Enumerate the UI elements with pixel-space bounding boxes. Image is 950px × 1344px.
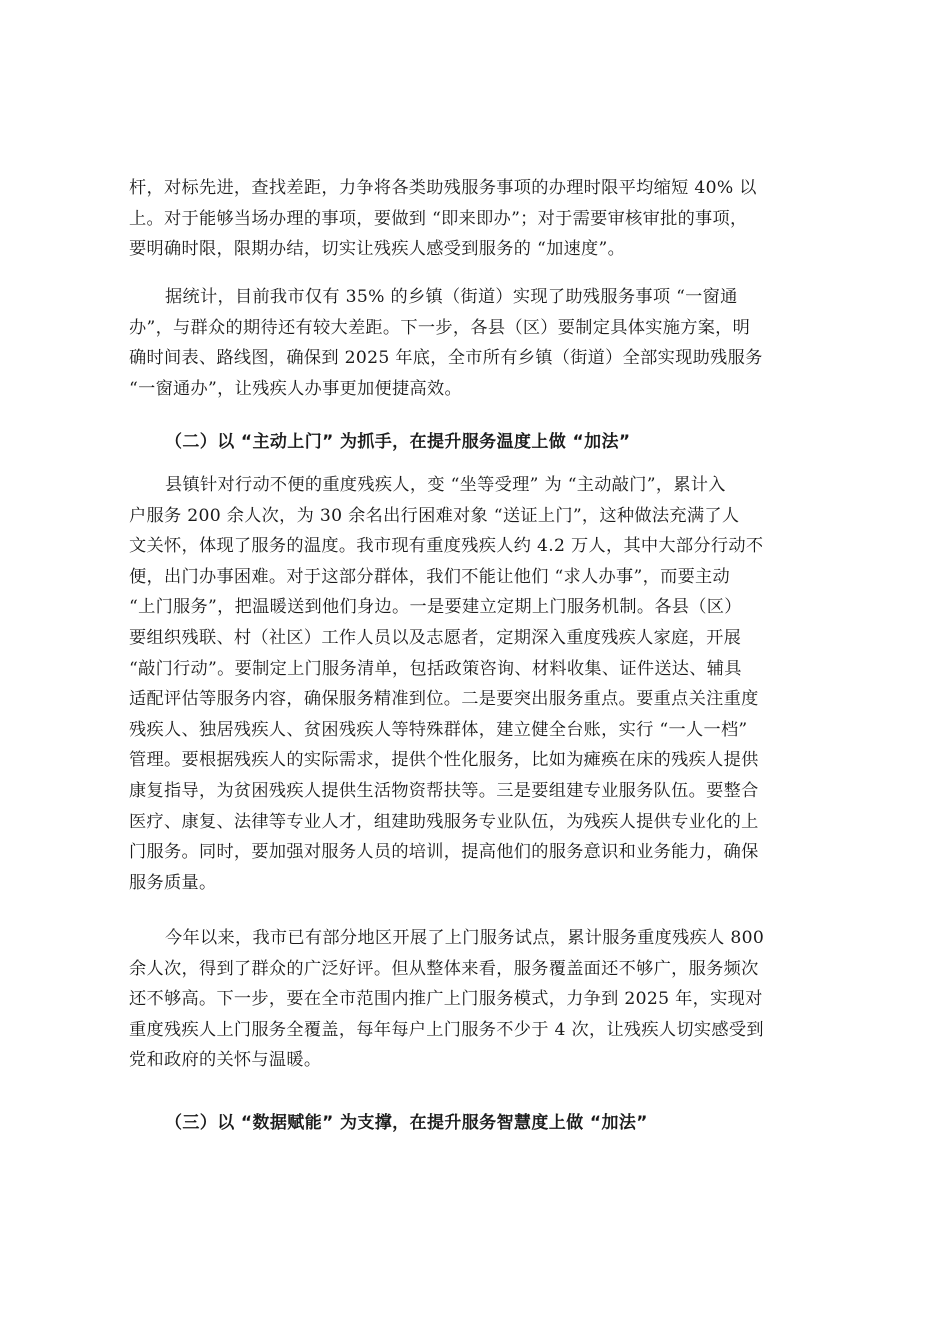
paragraph-line: 重度残疾人上门服务全覆盖，每年每户上门服务不少于 4 次，让残疾人切实感受到 [129, 1019, 764, 1040]
paragraph-line: 管理。要根据残疾人的实际需求，提供个性化服务，比如为瘫痪在床的残疾人提供 [129, 750, 759, 771]
paragraph-line: 党和政府的关怀与温暖。 [129, 1050, 322, 1071]
paragraph-line: 今年以来，我市已有部分地区开展了上门服务试点，累计服务重度残疾人 800 [165, 928, 765, 948]
section-heading-3: （三）以 “数据赋能” 为支撑，在提升服务智慧度上做 “加法” [165, 1113, 648, 1133]
paragraph-line: 适配评估等服务内容，确保服务精准到位。二是要突出服务重点。要重点关注重度 [129, 689, 759, 710]
paragraph-line: “一窗通办”，让残疾人办事更加便捷高效。 [129, 378, 462, 399]
paragraph-line: 康复指导，为贫困残疾人提供生活物资帮扶等。三是要组建专业服务队伍。要整合 [129, 780, 759, 801]
paragraph-line: 户服务 200 余人次，为 30 余名出行困难对象 “送证上门”，这种做法充满了人 [129, 505, 740, 526]
paragraph-line: 县镇针对行动不便的重度残疾人，变 “坐等受理” 为 “主动敲门”，累计入 [165, 475, 726, 495]
paragraph-line: 杆，对标先进，查找差距，力争将各类助残服务事项的办理时限平均缩短 40% 以 [129, 178, 757, 198]
paragraph-line: 服务质量。 [129, 872, 217, 893]
paragraph-2 [129, 282, 829, 404]
paragraph-line: 余人次，得到了群众的广泛好评。但从整体来看，服务覆盖面还不够广，服务频次 [129, 958, 759, 979]
paragraph-line: 医疗、康复、法律等专业人才，组建助残服务专业队伍，为残疾人提供专业化的上 [129, 811, 759, 832]
paragraph-line: “敲门行动”。要制定上门服务清单，包括政策咨询、材料收集、证件送达、辅具 [129, 658, 742, 679]
section-heading-2: （二）以 “主动上门” 为抓手，在提升服务温度上做 “加法” [165, 432, 631, 452]
paragraph-line: 还不够高。下一步，要在全市范围内推广上门服务模式，力争到 2025 年，实现对 [129, 989, 763, 1010]
paragraph-line: 确时间表、路线图，确保到 2025 年底，全市所有乡镇（街道）全部实现助残服务 [129, 348, 763, 369]
paragraph-line: 办”，与群众的期待还有较大差距。下一步，各县（区）要制定具体实施方案，明 [129, 317, 751, 338]
paragraph-3 [129, 470, 829, 898]
paragraph-line: “上门服务”，把温暖送到他们身边。一是要建立定期上门服务机制。各县（区） [129, 597, 742, 618]
paragraph-line: 文关怀，体现了服务的温度。我市现有重度残疾人约 4.2 万人，其中大部分行动不 [129, 536, 764, 557]
paragraph-line: 便，出门办事困难。对于这部分群体，我们不能让他们 “求人办事”，而要主动 [129, 566, 731, 587]
paragraph-line: 门服务。同时，要加强对服务人员的培训，提高他们的服务意识和业务能力，确保 [129, 842, 759, 863]
paragraph-line: 要明确时限，限期办结，切实让残疾人感受到服务的 “加速度”。 [129, 239, 626, 260]
paragraph-line: 上。对于能够当场办理的事项，要做到 “即来即办”；对于需要审核审批的事项， [129, 208, 748, 229]
paragraph-line: 残疾人、独居残疾人、贫困残疾人等特殊群体，建立健全台账，实行 “一人一档” [129, 719, 748, 740]
paragraph-line: 据统计，目前我市仅有 35% 的乡镇（街道）实现了助残服务事项 “一窗通 [165, 287, 738, 307]
paragraph-4 [129, 923, 829, 1076]
paragraph-line: 要组织残联、村（社区）工作人员以及志愿者，定期深入重度残疾人家庭，开展 [129, 627, 742, 648]
paragraph-1 [129, 173, 829, 265]
